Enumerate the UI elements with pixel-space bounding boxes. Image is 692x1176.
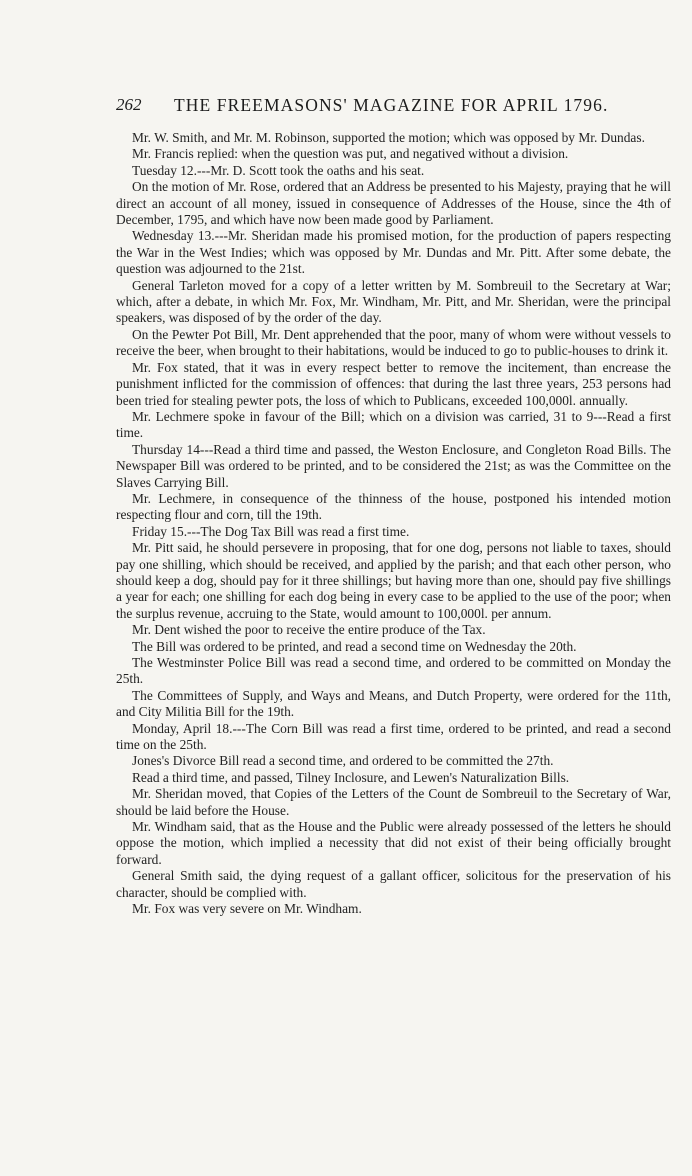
paragraph: On the motion of Mr. Rose, ordered that an Address be presented to his Majesty, praying that he will direct an account of all money, issued in consequence of Addresses of the House, since the 4th of December, 1795, and which have now been made good by Parliament. [116, 179, 671, 228]
article-body [116, 130, 671, 918]
paragraph: Mr. Dent wished the poor to receive the entire produce of the Tax. [132, 622, 486, 638]
paragraph: Mr. Lechmere, in consequence of the thinness of the house, postponed his intended motion respecting flour and corn, till the 19th. [116, 490, 671, 523]
paragraph: Mr. Pitt said, he should persevere in proposing, that for one dog, persons not liable to taxes, should pay one shilling, which should be received, and applied by the parish; and that each other person, who should keep a dog, should pay for it three shillings; but having more than one, should pay five shillings a year for each; one shilling for each dog being in every case to be applied to the use of the poor; when the surplus revenue, accruing to the State, would amount to 100,000l. per annum. [116, 540, 671, 621]
page-number: 262 [116, 95, 142, 114]
page-header [116, 95, 671, 121]
paragraph: Mr. Fox stated, that it was in every respect better to remove the incitement, than encrease the punishment inflicted for the commission of offences: that during the last three years, 253 persons had been tried for stealing pewter pots, the loss of which to Publicans, exceeded 100,000l. annually. [116, 359, 671, 408]
paragraph: Mr. Windham said, that as the House and the Public were already possessed of the letters he should oppose the motion, which implied a necessity that did not exist of their being officially brought forward. [116, 819, 671, 867]
paragraph: Mr. Lechmere spoke in favour of the Bill; which on a division was carried, 31 to 9---Read a first time. [116, 408, 671, 441]
paragraph: Mr. Francis replied: when the question was put, and negatived without a division. [132, 146, 569, 162]
paragraph: On the Pewter Pot Bill, Mr. Dent apprehended that the poor, many of whom were without vessels to receive the beer, when brought to their habitations, would be induced to go to public-houses to drink it. [116, 326, 671, 359]
running-title: THE FREEMASONS' MAGAZINE FOR APRIL 1796. [174, 95, 609, 115]
paragraph: Mr. Fox was very severe on Mr. Windham. [132, 901, 362, 917]
paragraph: General Tarleton moved for a copy of a letter written by M. Sombreuil to the Secretary at War; which, after a debate, in which Mr. Fox, Mr. Windham, Mr. Pitt, and Mr. Sheridan, were the principal speakers, was disposed of by the order of the day. [116, 277, 671, 326]
paragraph: Read a third time, and passed, Tilney Inclosure, and Lewen's Naturalization Bills. [132, 769, 570, 785]
paragraph: Jones's Divorce Bill read a second time, and ordered to be committed the 27th. [132, 753, 554, 769]
paragraph: The Bill was ordered to be printed, and read a second time on Wednesday the 20th. [132, 638, 577, 654]
paragraph: Thursday 14---Read a third time and passed, the Weston Enclosure, and Congleton Road Bills. The Newspaper Bill was ordered to be printed, and to be considered the 21st; as was the Committee on the Slaves Carrying Bill. [116, 441, 671, 490]
paragraph: Mr. W. Smith, and Mr. M. Robinson, supported the motion; which was opposed by Mr. Dundas. [132, 130, 645, 145]
paragraph: Tuesday 12.---Mr. D. Scott took the oaths and his seat. [132, 162, 425, 178]
paragraph: Friday 15.---The Dog Tax Bill was read a first time. [132, 523, 410, 539]
paragraph: The Westminster Police Bill was read a second time, and ordered to be committed on Monday the 25th. [116, 655, 671, 687]
paragraph: The Committees of Supply, and Ways and Means, and Dutch Property, were ordered for the 11th, and City Militia Bill for the 19th. [116, 687, 671, 720]
paragraph: General Smith said, the dying request of a gallant officer, solicitous for the preservation of his character, should be complied with. [116, 868, 671, 900]
paragraph: Mr. Sheridan moved, that Copies of the Letters of the Count de Sombreuil to the Secretary of War, should be laid before the House. [116, 786, 671, 818]
paragraph: Wednesday 13.---Mr. Sheridan made his promised motion, for the production of papers respecting the War in the West Indies; which was opposed by Mr. Dundas and Mr. Pitt. After some debate, the question was adjourned to the 21st. [116, 228, 671, 277]
paragraph: Monday, April 18.---The Corn Bill was read a first time, ordered to be printed, and read a second time on the 25th. [116, 720, 671, 753]
